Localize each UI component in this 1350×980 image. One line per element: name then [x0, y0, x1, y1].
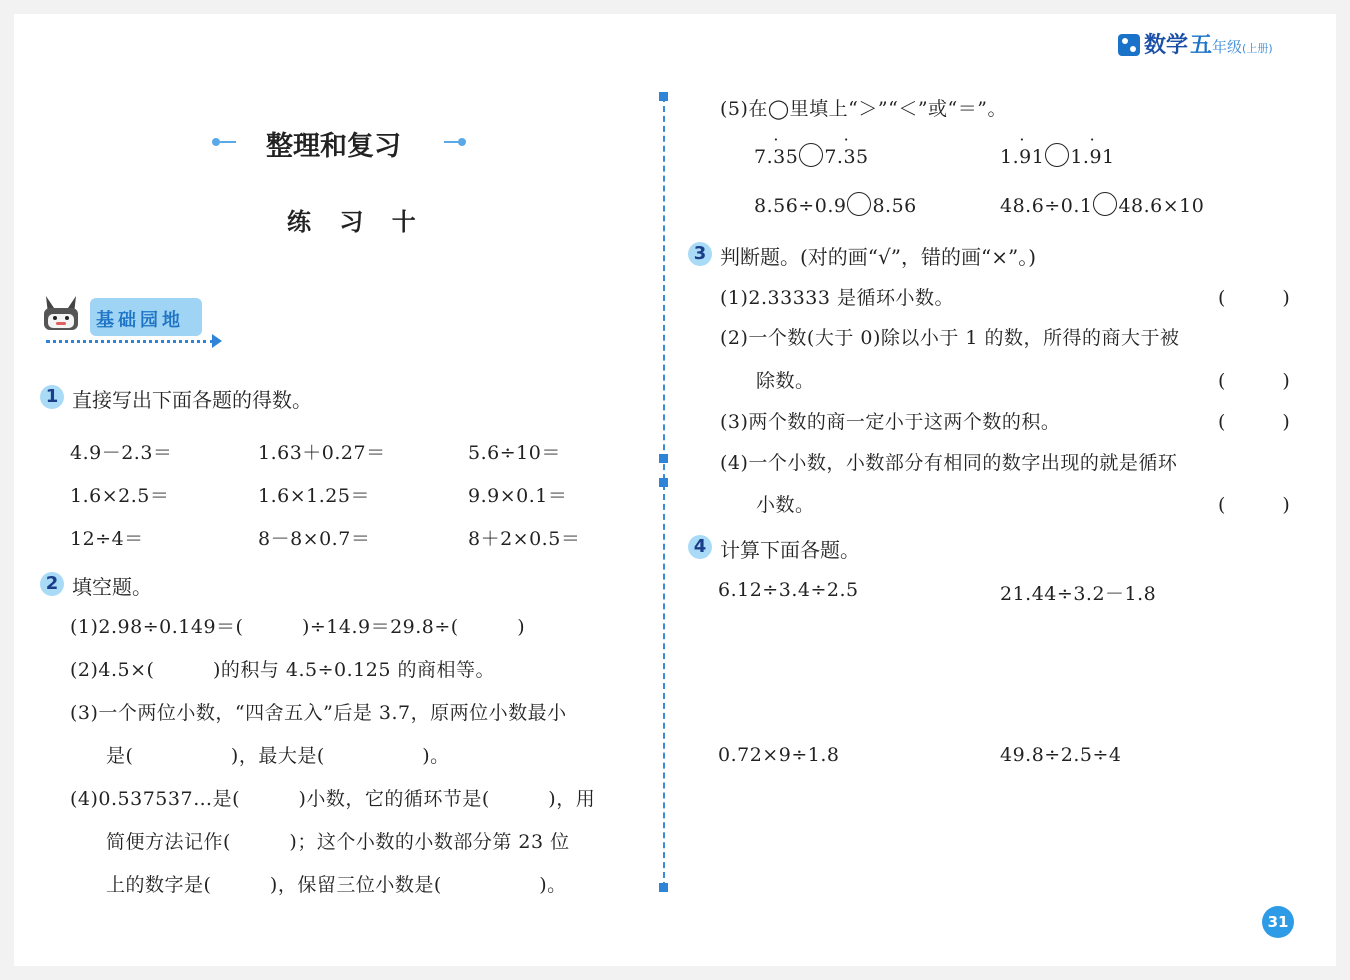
- q5-value: 48.6×10: [1118, 195, 1205, 217]
- q2-line: (1)2.98÷0.149＝( )÷14.9＝29.8÷( ): [70, 616, 526, 638]
- title-deco-right-dot: [458, 138, 466, 146]
- q5-compare-row: [1000, 143, 1115, 168]
- q1-item: 4.9－2.3＝: [70, 442, 173, 464]
- q1-item: 9.9×0.1＝: [468, 485, 568, 507]
- compare-circle[interactable]: [1093, 192, 1117, 216]
- divider-marker: [659, 92, 668, 101]
- compare-circle[interactable]: [799, 143, 823, 167]
- q2-line: 简便方法记作( )；这个小数的小数部分第 23 位: [106, 831, 570, 853]
- answer-parentheses[interactable]: ( ): [1218, 494, 1290, 516]
- question-1-text: 直接写出下面各题的得数。: [72, 388, 312, 412]
- brand-level: 年级: [1212, 38, 1243, 56]
- workbook-page: [14, 14, 1336, 966]
- section-arrow-icon: [212, 334, 222, 348]
- q1-item: 1.63＋0.27＝: [258, 442, 386, 464]
- page-title: 整理和复习: [266, 131, 401, 162]
- mascot-icon: [42, 292, 80, 336]
- question-2-text: 填空题。: [72, 575, 152, 599]
- q1-item: 12÷4＝: [70, 528, 144, 550]
- question-number-4: 4: [688, 535, 712, 559]
- q4-item: 6.12÷3.4÷2.5: [718, 579, 859, 601]
- section-title: 基础园地: [96, 310, 184, 331]
- divider-marker: [659, 454, 668, 463]
- divider-marker: [659, 478, 668, 487]
- q2-line: 上的数字是( )，保留三位小数是( )。: [106, 874, 567, 896]
- page-number: 31: [1262, 906, 1294, 938]
- q3-line: (4)一个小数，小数部分有相同的数字出现的就是循环: [720, 452, 1178, 474]
- q5-instruction: (5)在◯里填上“＞”“＜”或“＝”。: [720, 98, 1007, 120]
- q5-value: · 7.35: [754, 146, 798, 168]
- q2-line: (2)4.5×( )的积与 4.5÷0.125 的商相等。: [70, 659, 495, 681]
- brand-grade: 五: [1190, 32, 1213, 58]
- section-underline: [46, 340, 214, 343]
- q1-item: 8－8×0.7＝: [258, 528, 371, 550]
- q4-item: 49.8÷2.5÷4: [1000, 744, 1122, 766]
- question-number-2: 2: [40, 572, 64, 596]
- q2-line: (4)0.537537…是( )小数，它的循环节是( )，用: [70, 788, 596, 810]
- question-number-3: 3: [688, 242, 712, 266]
- q3-line: 除数。: [756, 370, 815, 392]
- q5-value: · 7.35: [824, 146, 868, 168]
- q5-value: 8.56: [872, 195, 917, 217]
- q4-item: 0.72×9÷1.8: [718, 744, 840, 766]
- brand-logo-icon: [1118, 34, 1140, 56]
- title-deco-left-dot: [212, 138, 220, 146]
- compare-circle[interactable]: [1045, 143, 1069, 167]
- q1-item: 8＋2×0.5＝: [468, 528, 581, 550]
- q5-value: · 1.91: [1070, 146, 1114, 168]
- q2-line: 是( )，最大是( )。: [106, 745, 450, 767]
- q5-value: · 1.91: [1000, 146, 1044, 168]
- divider-marker: [659, 883, 668, 892]
- q1-item: 1.6×2.5＝: [70, 485, 170, 507]
- q1-item: 5.6÷10＝: [468, 442, 561, 464]
- page-divider: [663, 96, 665, 888]
- compare-circle[interactable]: [847, 192, 871, 216]
- q5-compare-row: [1000, 192, 1204, 217]
- q2-line: (3)一个两位小数，“四舍五入”后是 3.7，原两位小数最小: [70, 702, 567, 724]
- q3-line: (3)两个数的商一定小于这两个数的积。: [720, 411, 1061, 433]
- brand-name: 数学: [1144, 33, 1189, 58]
- header-brand: [1118, 28, 1273, 59]
- answer-parentheses[interactable]: ( ): [1218, 411, 1290, 433]
- title-deco-left-line: [220, 141, 236, 143]
- answer-parentheses[interactable]: ( ): [1218, 370, 1290, 392]
- q4-item: 21.44÷3.2－1.8: [1000, 583, 1157, 605]
- q3-line: 小数。: [756, 494, 815, 516]
- q5-compare-row: [754, 192, 917, 217]
- question-4-text: 计算下面各题。: [720, 538, 860, 562]
- q5-value: 8.56÷0.9: [754, 195, 847, 217]
- answer-parentheses[interactable]: ( ): [1218, 287, 1290, 309]
- q3-line: (1)2.33333 是循环小数。: [720, 287, 955, 309]
- exercise-subtitle: 练 习 十: [287, 208, 426, 236]
- q5-value: 48.6÷0.1: [1000, 195, 1093, 217]
- q3-line: (2)一个数(大于 0)除以小于 1 的数，所得的商大于被: [720, 327, 1180, 349]
- question-3-text: 判断题。(对的画“√”，错的画“×”。): [720, 245, 1037, 269]
- brand-volume: (上册): [1242, 42, 1273, 55]
- q5-compare-row: [754, 143, 869, 168]
- q1-item: 1.6×1.25＝: [258, 485, 370, 507]
- question-number-1: 1: [40, 385, 64, 409]
